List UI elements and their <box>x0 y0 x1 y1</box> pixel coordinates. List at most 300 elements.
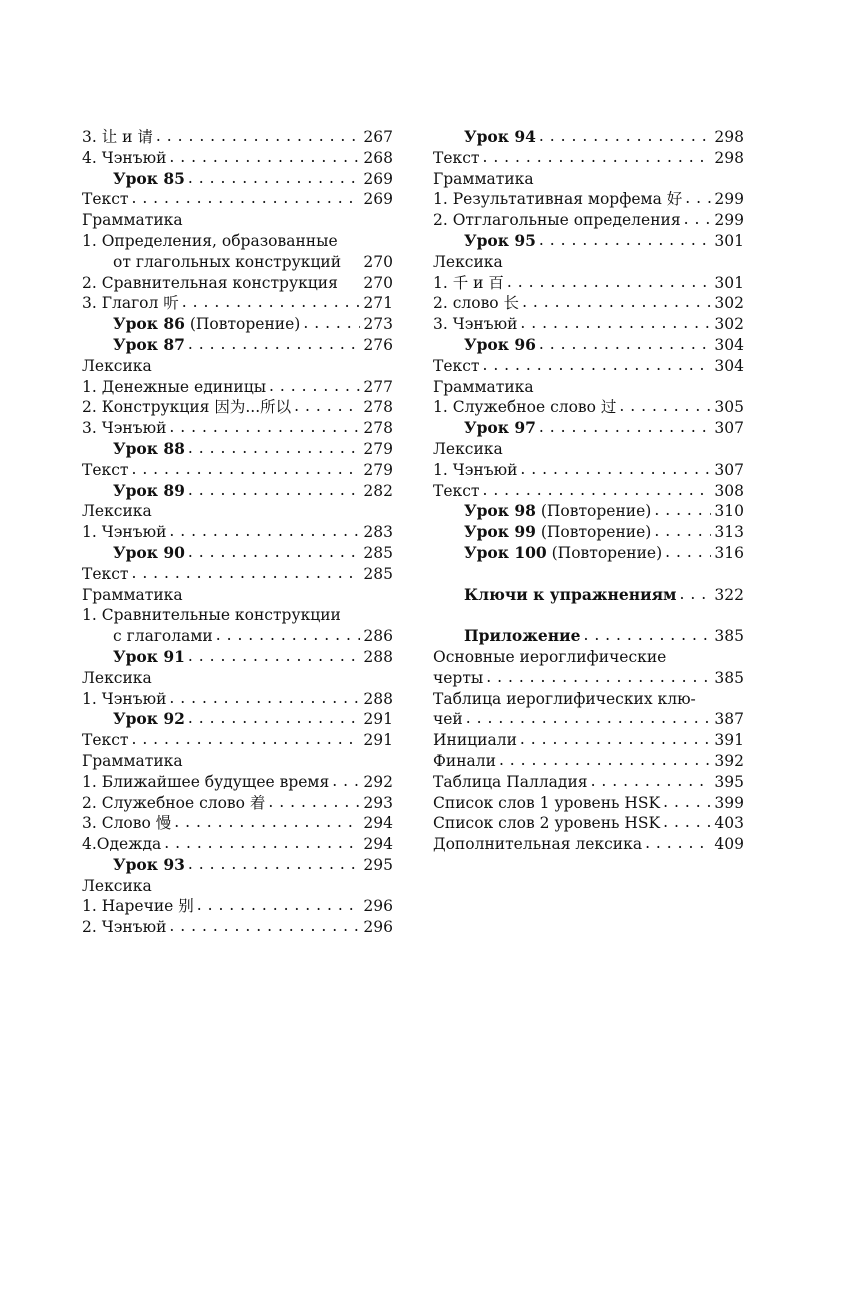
toc-entry-label <box>433 793 660 814</box>
toc-entry-label <box>113 169 185 190</box>
toc-entry <box>82 252 393 273</box>
toc-entry-label <box>82 896 194 917</box>
toc-entry-title: 1. Чэнъюй <box>82 523 167 542</box>
dot-leader <box>522 292 711 313</box>
toc-entry-title: Текст <box>433 481 480 500</box>
toc-page-number: 286 <box>363 627 393 646</box>
toc-entry-label <box>433 169 534 190</box>
toc-entry <box>433 293 744 314</box>
dot-leader <box>169 417 360 438</box>
toc-page-number: 273 <box>363 315 393 334</box>
toc-entry-label <box>82 460 128 481</box>
toc-entry-title: Урок 94 <box>464 127 536 146</box>
toc-page-number: 392 <box>714 751 744 770</box>
toc-page-number: 302 <box>714 315 744 334</box>
dot-leader <box>583 625 711 646</box>
toc-section-heading <box>82 751 393 772</box>
toc-entry <box>433 730 744 751</box>
toc-entry-label <box>113 855 185 876</box>
toc-entry-label <box>113 543 185 564</box>
toc-entry-label <box>82 127 153 148</box>
toc-entry-title: Инициали <box>433 731 517 750</box>
toc-entry <box>433 772 744 793</box>
toc-section-heading <box>433 689 744 710</box>
toc-entry-title: Урок 86 <box>113 314 185 334</box>
dot-leader <box>188 168 360 189</box>
dot-leader <box>188 854 360 875</box>
toc-entry <box>433 668 744 689</box>
toc-entry-title: 2. слово 长 <box>433 294 520 313</box>
toc-entry-label <box>113 647 185 668</box>
toc-entry-label <box>464 585 677 606</box>
toc-entry-title: Урок 85 <box>113 168 185 188</box>
toc-entry-title: 1. Определения, образованные <box>82 231 338 250</box>
toc-entry <box>433 273 744 294</box>
toc-entry-label <box>82 917 166 938</box>
dot-leader <box>303 313 360 334</box>
dot-leader <box>520 313 711 334</box>
toc-entry-label <box>433 189 682 210</box>
toc-entry-title: 1. Чэнъюй <box>82 689 167 708</box>
toc-entry-title: Грамматика <box>433 377 534 396</box>
toc-page-number: 283 <box>363 523 393 542</box>
toc-entry <box>433 751 744 772</box>
toc-entry-label <box>433 273 504 294</box>
dot-leader <box>131 729 360 750</box>
toc-section-heading <box>433 439 744 460</box>
toc-entry-label <box>82 501 152 522</box>
toc-page-number: 313 <box>714 523 744 542</box>
toc-entry-label <box>82 668 152 689</box>
toc-entry-title: Текст <box>433 148 480 167</box>
dot-leader <box>645 833 711 854</box>
toc-page-number: 294 <box>363 814 393 833</box>
toc-entry <box>433 709 744 730</box>
toc-page-number: 316 <box>714 543 744 562</box>
toc-entry-title: Текст <box>82 460 129 479</box>
toc-entry <box>433 793 744 814</box>
toc-entry-title: Текст <box>82 564 129 583</box>
toc-entry-title: Лексика <box>82 356 152 375</box>
toc-entry-title: 1. Ближайшее будущее время <box>82 772 330 791</box>
toc-entry-title: 1. Денежные единицы <box>82 377 267 396</box>
toc-section-heading <box>82 356 393 377</box>
toc-entry-label <box>113 439 185 460</box>
toc-entry-label <box>433 834 642 855</box>
dot-leader <box>520 729 712 750</box>
toc-entry-title: Урок 99 <box>464 522 536 542</box>
toc-entry-title: 1. 千 и 百 <box>433 273 504 292</box>
toc-entry-title: Текст <box>82 190 129 209</box>
toc-entry-title: Грамматика <box>82 751 183 770</box>
dot-leader <box>268 792 360 813</box>
toc-entry-title: Урок 97 <box>464 418 536 438</box>
toc-entry <box>433 210 744 231</box>
toc-page-number: 291 <box>363 710 393 729</box>
toc-section-heading <box>82 585 393 606</box>
toc-section-heading <box>82 668 393 689</box>
toc-page-number: 298 <box>714 148 744 167</box>
toc-section-heading <box>433 169 744 190</box>
toc-page-number: 399 <box>714 793 744 812</box>
toc-entry-title: Урок 92 <box>113 709 185 729</box>
toc-page-number: 304 <box>714 335 744 354</box>
toc-entry <box>82 543 393 564</box>
toc-entry-title: 2. Служебное слово 着 <box>82 793 266 812</box>
dot-leader <box>197 895 361 916</box>
toc-page-number: 293 <box>363 793 393 812</box>
toc-entry <box>82 335 393 356</box>
toc-page-number: 268 <box>363 148 393 167</box>
toc-entry <box>433 314 744 335</box>
toc-entry <box>82 793 393 814</box>
toc-entry-label <box>82 730 128 751</box>
toc-section-heading <box>433 647 744 668</box>
toc-entry-label <box>82 813 171 834</box>
toc-entry-label <box>82 148 166 169</box>
toc-page-number: 276 <box>363 335 393 354</box>
toc-entry <box>82 148 393 169</box>
toc-entry <box>82 772 393 793</box>
toc-entry <box>82 273 393 294</box>
toc-entry-label <box>464 418 536 439</box>
toc-entry-label <box>433 647 666 668</box>
toc-page-number: 277 <box>363 377 393 396</box>
toc-entry-label <box>433 293 519 314</box>
toc-entry-title: 3. Чэнъюй <box>82 419 167 438</box>
toc-entry-title: Урок 89 <box>113 480 185 500</box>
toc-entry-label <box>113 626 213 647</box>
toc-entry-label <box>113 252 341 273</box>
toc-entry-title: Дополнительная лексика <box>433 835 643 854</box>
toc-entry-label <box>433 356 479 377</box>
toc-page-number: 270 <box>363 252 393 271</box>
dot-leader <box>188 480 360 501</box>
toc-entry-label <box>433 751 496 772</box>
toc-entry <box>82 377 393 398</box>
toc-page-number: 395 <box>714 772 744 791</box>
toc-page-number: 278 <box>363 398 393 417</box>
dot-leader <box>269 376 360 397</box>
toc-entry-title: с глаголами <box>113 627 213 646</box>
toc-page-number: 294 <box>363 835 393 854</box>
toc-page-number: 267 <box>363 128 393 146</box>
dot-leader <box>174 812 360 833</box>
dot-leader <box>482 147 711 168</box>
dot-leader <box>591 771 712 792</box>
toc-entry-title: 3. 让 и 请 <box>82 128 153 146</box>
toc-blank-line <box>433 605 744 626</box>
toc-section-heading <box>433 252 744 273</box>
toc-entry-note: (Повторение) <box>546 543 663 562</box>
dot-leader <box>486 667 711 688</box>
toc-entry-label <box>433 689 696 710</box>
dot-leader <box>169 688 360 709</box>
toc-entry-label <box>433 439 503 460</box>
dot-leader <box>482 480 711 501</box>
dot-leader <box>216 625 361 646</box>
dot-leader <box>131 188 360 209</box>
toc-entry <box>82 917 393 938</box>
toc-entry-title: Урок 87 <box>113 334 185 354</box>
toc-page-number: 292 <box>363 772 393 791</box>
toc-page-number: 385 <box>714 668 744 687</box>
toc-section-heading <box>82 231 393 252</box>
toc-page-number: 296 <box>363 897 393 916</box>
dot-leader <box>684 209 712 230</box>
toc-entry <box>82 813 393 834</box>
toc-page-number: 298 <box>714 128 744 146</box>
toc-entry-title: 2. Отглагольные определения <box>433 211 681 230</box>
toc-entry-label <box>464 543 662 564</box>
toc-entry-title: черты <box>433 668 484 687</box>
toc-entry <box>82 730 393 751</box>
dot-leader <box>685 188 711 209</box>
toc-page-number: 307 <box>714 419 744 438</box>
toc-entry-title: 1. Сравнительные конструкции <box>82 606 341 625</box>
toc-page-number: 322 <box>714 585 744 604</box>
toc-entry-label <box>113 314 300 335</box>
toc-entry <box>433 543 744 564</box>
toc-entry <box>82 626 393 647</box>
toc-entry <box>433 356 744 377</box>
toc-entry-label <box>433 460 517 481</box>
toc-page-number: 409 <box>714 835 744 854</box>
toc-section-heading <box>82 210 393 231</box>
toc-page-number: 310 <box>714 502 744 521</box>
toc-entry-label <box>433 481 479 502</box>
dot-leader <box>654 500 711 521</box>
toc-page-number: 288 <box>363 689 393 708</box>
dot-leader <box>665 542 711 563</box>
toc-page-number: 278 <box>363 419 393 438</box>
dot-leader <box>188 334 360 355</box>
toc-entry <box>82 522 393 543</box>
toc-entry-title: от глагольных конструкций <box>113 252 342 271</box>
toc-entry-title: Финали <box>433 751 496 770</box>
dot-leader <box>499 750 711 771</box>
toc-entry-label <box>433 813 660 834</box>
toc-entry <box>433 189 744 210</box>
dot-leader <box>156 126 361 147</box>
toc-entry-label <box>82 751 183 772</box>
toc-entry <box>433 626 744 647</box>
toc-entry-label <box>433 210 681 231</box>
toc-page-number: 288 <box>363 647 393 666</box>
toc-entry-title: Таблица Палладия <box>433 772 588 791</box>
dot-leader <box>182 292 361 313</box>
dot-leader <box>294 396 360 417</box>
toc-page-number: 302 <box>714 294 744 313</box>
toc-entry <box>433 522 744 543</box>
toc-entry <box>433 148 744 169</box>
toc-entry-label <box>113 709 185 730</box>
toc-entry-note: (Повторение) <box>184 315 301 334</box>
dot-leader <box>507 272 712 293</box>
dot-leader <box>619 396 711 417</box>
toc-entry-label <box>433 314 517 335</box>
toc-entry <box>82 689 393 710</box>
toc-entry <box>82 439 393 460</box>
toc-page-number: 270 <box>363 273 393 292</box>
toc-entry-label <box>82 689 166 710</box>
toc-page-number: 387 <box>714 710 744 729</box>
dot-leader <box>663 812 711 833</box>
toc-entry <box>433 335 744 356</box>
toc-entry-title: Приложение <box>464 626 581 646</box>
toc-page-number: 296 <box>363 918 393 937</box>
toc-entry <box>82 460 393 481</box>
toc-page-number: 299 <box>714 211 744 230</box>
toc-entry-label <box>464 335 536 356</box>
toc-entry-label <box>464 127 536 148</box>
toc-entry-title: Лексика <box>82 876 152 895</box>
toc-entry-label <box>82 585 183 606</box>
toc-page-number: 305 <box>714 398 744 417</box>
toc-entry-label <box>464 522 651 543</box>
toc-page-number: 282 <box>363 481 393 500</box>
toc-entry <box>82 169 393 190</box>
toc-entry-label <box>82 772 329 793</box>
toc-entry-title: Урок 95 <box>464 230 536 250</box>
toc-entry-label <box>82 210 183 231</box>
toc-entry <box>433 501 744 522</box>
toc-entry-label <box>433 709 463 730</box>
toc-left-column <box>82 127 393 938</box>
toc-entry-title: чей <box>433 710 463 729</box>
toc-entry-title: Урок 100 <box>464 542 547 562</box>
toc-page-number: 295 <box>363 855 393 874</box>
toc-entry-title: Лексика <box>433 252 503 271</box>
toc-entry <box>82 564 393 585</box>
toc-entry <box>433 481 744 502</box>
toc-entry-title: 1. Результативная морфема 好 <box>433 190 683 209</box>
toc-entry-title: Текст <box>433 356 480 375</box>
toc-page-number: 269 <box>363 190 393 209</box>
toc-entry-label <box>433 397 616 418</box>
dot-leader <box>332 771 360 792</box>
toc-entry <box>82 314 393 335</box>
toc-entry-title: Урок 96 <box>464 334 536 354</box>
toc-entry <box>82 709 393 730</box>
dot-leader <box>680 584 712 605</box>
toc-entry-title: 1. Наречие 别 <box>82 897 194 916</box>
toc-entry-title: Список слов 2 уровень HSK <box>433 814 661 833</box>
toc-entry-title: Грамматика <box>82 585 183 604</box>
toc-entry-label <box>82 273 338 294</box>
toc-entry-title: Грамматика <box>82 211 183 230</box>
dot-leader <box>539 417 711 438</box>
toc-entry-label <box>82 564 128 585</box>
dot-leader <box>654 521 711 542</box>
toc-entry-title: Лексика <box>433 439 503 458</box>
dot-leader <box>482 355 711 376</box>
toc-entry-title: 2. Сравнительная конструкция <box>82 273 338 292</box>
toc-entry-label <box>433 252 503 273</box>
toc-entry-title: Урок 90 <box>113 542 185 562</box>
toc-entry-label <box>82 834 161 855</box>
toc-entry-title: 4. Чэнъюй <box>82 148 167 167</box>
toc-entry-label <box>464 626 580 647</box>
toc-entry-title: Урок 98 <box>464 501 536 521</box>
toc-entry-title: 2. Конструкция 因为...所以 <box>82 398 292 417</box>
toc-entry-label <box>113 481 185 502</box>
toc-entry-label <box>82 876 152 897</box>
toc-page-number: 301 <box>714 231 744 250</box>
toc-page-number: 391 <box>714 731 744 750</box>
toc-page-number: 279 <box>363 460 393 479</box>
toc-section-heading <box>82 501 393 522</box>
toc-entry-title: Список слов 1 уровень HSK <box>433 793 661 812</box>
toc-page-number: 385 <box>714 627 744 646</box>
dot-leader <box>466 708 712 729</box>
toc-entry-label <box>82 397 291 418</box>
toc-entry-note: (Повторение) <box>535 502 652 521</box>
toc-entry <box>82 418 393 439</box>
toc-entry <box>82 293 393 314</box>
toc-entry-title: Урок 91 <box>113 646 185 666</box>
dot-leader <box>169 916 360 937</box>
toc-entry-title: 1. Чэнъюй <box>433 460 518 479</box>
toc-entry-title: 1. Служебное слово 过 <box>433 398 617 417</box>
toc-entry <box>82 127 393 148</box>
toc-page-number: 271 <box>363 294 393 313</box>
toc-entry <box>82 834 393 855</box>
dot-leader <box>520 459 711 480</box>
toc-page-number: 301 <box>714 273 744 292</box>
toc-entry-label <box>464 501 651 522</box>
toc-entry-label <box>433 772 588 793</box>
toc-entry-label <box>82 189 128 210</box>
dot-leader <box>131 459 360 480</box>
toc-entry-title: Основные иероглифические <box>433 647 667 666</box>
toc-entry-label <box>82 605 341 626</box>
toc-entry-label <box>82 522 166 543</box>
toc-entry <box>82 855 393 876</box>
toc-entry-title: Урок 88 <box>113 438 185 458</box>
toc-entry-label <box>82 356 152 377</box>
dot-leader <box>169 521 360 542</box>
toc-entry <box>433 231 744 252</box>
toc-entry-title: Грамматика <box>433 169 534 188</box>
toc-entry-label <box>82 377 266 398</box>
toc-section-heading <box>82 605 393 626</box>
toc-page-number: 285 <box>363 543 393 562</box>
toc-entry <box>433 397 744 418</box>
toc-entry-title: 3. Слово 慢 <box>82 814 172 833</box>
dot-leader <box>188 438 360 459</box>
toc-entry-title: 4.Одежда <box>82 835 162 854</box>
toc-entry <box>433 127 744 148</box>
dot-leader <box>539 230 711 251</box>
toc-section-heading <box>433 377 744 398</box>
toc-entry-label <box>433 730 517 751</box>
toc-entry <box>433 585 744 606</box>
toc-entry-title: Таблица иероглифических клю- <box>433 689 696 708</box>
toc-page-number: 285 <box>363 564 393 583</box>
toc-page-number: 299 <box>714 190 744 209</box>
toc-entry-label <box>433 148 479 169</box>
toc-entry-label <box>82 418 166 439</box>
dot-leader <box>188 708 360 729</box>
toc-entry-title: Лексика <box>82 502 152 521</box>
toc-entry-label <box>433 377 534 398</box>
dot-leader <box>169 147 360 168</box>
toc-entry <box>433 460 744 481</box>
toc-entry-label <box>433 668 483 689</box>
toc-entry <box>82 397 393 418</box>
toc-entry-label <box>464 231 536 252</box>
